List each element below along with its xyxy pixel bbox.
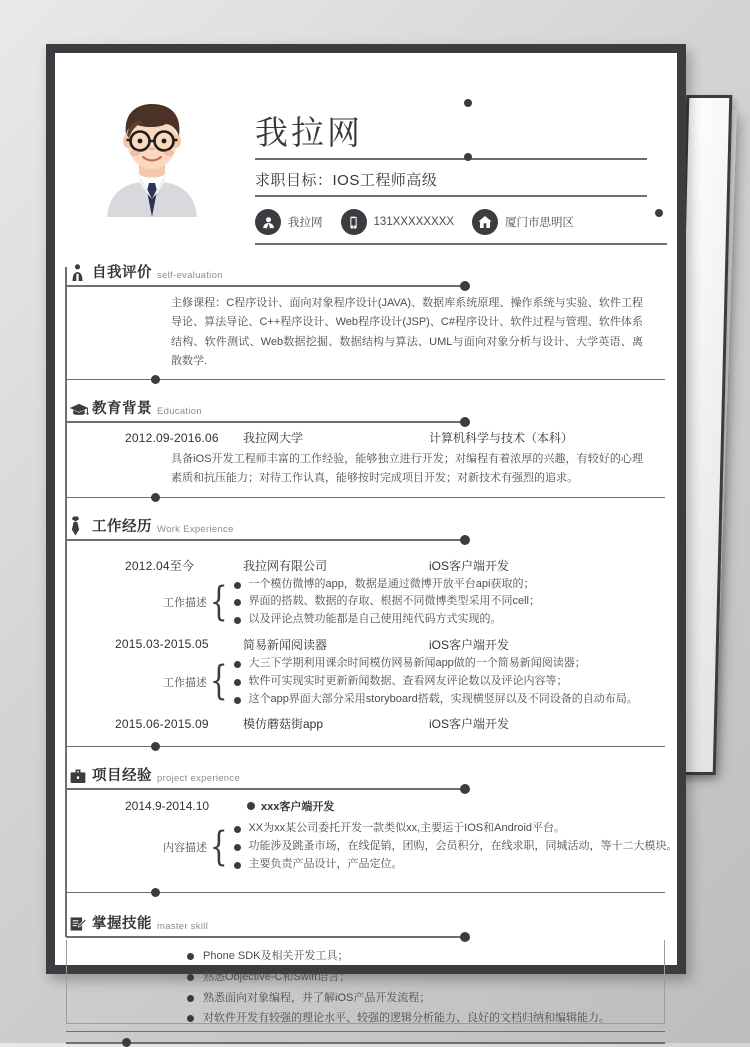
work-bullet-list xyxy=(233,576,540,629)
project-bullet-dot xyxy=(247,802,255,810)
education-school: 我拉网大学 xyxy=(243,431,304,445)
contact-item-phone[interactable] xyxy=(341,209,455,235)
section-bottom-divider xyxy=(66,379,665,380)
work-description-block xyxy=(55,655,677,708)
section-header-work-experience xyxy=(55,512,677,536)
work-date: 2015.06-2015.09 xyxy=(115,716,209,731)
section-master-skill xyxy=(55,909,677,1044)
work-company: 模仿蘑菇街app xyxy=(243,717,324,732)
page-title: 我拉网 xyxy=(255,107,647,160)
skill-bullet-list xyxy=(67,940,664,1030)
notepad-pen-icon xyxy=(69,913,89,933)
education-date: 2012.09-2016.06 xyxy=(125,430,219,445)
work-date: 2015.03-2015.05 xyxy=(115,637,209,652)
education-body: 具备iOS开发工程师丰富的工作经验，能够独立进行开发；对编程有着浓厚的兴趣，有较好的心理素质和抗压能力；对待工作认真，能够按时完成项目开发；对新技术有强烈的追求。 xyxy=(171,453,643,485)
header-decor-dot-2 xyxy=(464,153,472,161)
list-item: 一个模仿微博的app，数据是通过微博开放平台api获取的； xyxy=(233,576,540,594)
section-work-experience xyxy=(55,512,677,748)
footer-rail-dot xyxy=(122,1038,131,1047)
work-company: 简易新闻阅读器 xyxy=(243,637,328,652)
contact-address-text: 厦门市思明区 xyxy=(505,217,575,229)
contact-name-text: 我拉网 xyxy=(288,217,323,229)
work-role: iOS客户端开发 xyxy=(429,637,510,652)
brace-decor: { xyxy=(209,578,228,625)
work-role: iOS客户端开发 xyxy=(429,558,510,573)
list-item: XX为xx某公司委托开发一款类似xx,主要运于IOS和Android平台。 xyxy=(233,820,677,838)
project-desc-label: 内容描述 xyxy=(163,842,207,855)
section-title-en: Education xyxy=(157,406,202,417)
section-bottom-divider xyxy=(66,746,665,747)
list-item: 大三下学期利用课余时间模仿网易新闻app做的一个简易新闻阅读器； xyxy=(233,655,637,673)
list-item: Phone SDK及相关开发工具； xyxy=(187,946,664,967)
graduation-cap-icon xyxy=(69,398,89,418)
section-self-evaluation xyxy=(55,258,677,380)
contact-row xyxy=(255,209,655,245)
rail-end-dot xyxy=(460,535,470,545)
resume-page xyxy=(55,53,678,1025)
briefcase-icon xyxy=(69,765,89,785)
contact-item-address[interactable] xyxy=(472,209,574,235)
section-rail xyxy=(66,285,465,287)
divider-dot xyxy=(151,742,160,751)
section-title-en: Work Experience xyxy=(157,523,234,535)
work-bullet-list xyxy=(233,655,637,708)
project-bullet-list xyxy=(233,820,677,873)
section-title-cn: 项目经验 xyxy=(92,768,152,785)
home-icon xyxy=(472,209,498,235)
section-education xyxy=(55,394,677,498)
person-icon xyxy=(255,209,281,235)
necktie-icon xyxy=(69,516,89,536)
brace-decor: { xyxy=(209,658,228,705)
rail-end-dot xyxy=(460,784,470,794)
divider-dot xyxy=(151,493,160,502)
avatar xyxy=(93,95,211,217)
section-header-education xyxy=(55,394,677,418)
person-badge-icon xyxy=(69,262,89,282)
work-role: iOS客户端开发 xyxy=(429,717,510,732)
work-date: 2012.04至今 xyxy=(125,558,195,573)
resume-header xyxy=(55,53,677,258)
skill-box xyxy=(66,940,665,1024)
self-evaluation-body: 主修课程：C程序设计、面向对象程序设计(JAVA)、数据库系统原理、操作系统与实验、软件工程导论、算法导论、C++程序设计、Web程序设计(JSP)、C#程序设计、软件过程与管理、软件体系结构、软件测试、Web数据挖掘、数据结构与算法、UML与面向对象分析与设计、大学英语、离散数学. xyxy=(171,297,643,367)
list-item: 功能涉及跳蚤市场，在线促销，团购，会员积分，在线求职，同城活动，等十二大模块。 xyxy=(233,838,677,856)
footer-rail xyxy=(66,1042,665,1044)
section-title-cn: 教育背景 xyxy=(92,401,152,417)
education-major: 计算机科学与技术（本科） xyxy=(429,431,574,445)
rail-end-dot xyxy=(460,281,470,291)
project-date: 2014.9-2014.10 xyxy=(125,799,210,814)
work-desc-label: 工作描述 xyxy=(163,597,207,610)
list-item: 对软件开发有较强的理论水平、较强的逻辑分析能力、良好的文档归纳和编辑能力。 xyxy=(187,1008,664,1029)
list-item: 熟悉面向对象编程，并了解iOS产品开发流程； xyxy=(187,988,664,1009)
resume-page-frame xyxy=(46,44,686,1025)
work-entry-row xyxy=(55,715,677,732)
rail-end-dot xyxy=(460,932,470,942)
header-decor-dot-3 xyxy=(655,209,663,217)
contact-item-name[interactable] xyxy=(255,209,323,235)
section-rail xyxy=(66,539,465,541)
list-item: 软件可实现实时更新新闻数据、查看网友评论数以及评论内容等； xyxy=(233,673,637,691)
section-rail xyxy=(66,788,465,790)
contact-phone-text: 131XXXXXXXX xyxy=(373,216,455,228)
work-company: 我拉网有限公司 xyxy=(243,558,328,573)
project-name: xxx客户端开发 xyxy=(261,801,335,814)
section-title-cn: 工作经历 xyxy=(92,518,152,535)
list-item: 这个app界面大部分采用storyboard搭载，实现横竖屏以及不同设备的自动布局。 xyxy=(233,691,637,709)
section-header-self-evaluation xyxy=(55,258,677,282)
project-title-row xyxy=(55,798,677,814)
work-entry-row xyxy=(55,557,677,574)
section-header-project-experience xyxy=(55,761,677,785)
work-desc-label: 工作描述 xyxy=(163,676,207,689)
list-item: 界面的搭载、数据的存取、根据不同微博类型采用不同cell； xyxy=(233,593,540,611)
footer-thin-line xyxy=(66,1031,665,1032)
project-description-block xyxy=(55,820,677,873)
education-entry-row xyxy=(55,429,677,446)
section-title-en: self-evaluation xyxy=(157,270,223,281)
list-item: 主要负责产品设计，产品定位。 xyxy=(233,856,677,874)
job-objective: 求职目标：IOS工程师高级 xyxy=(255,169,647,197)
section-rail xyxy=(66,421,465,423)
brace-decor: { xyxy=(209,823,228,870)
section-bottom-divider xyxy=(66,892,665,893)
divider-dot xyxy=(151,888,160,897)
work-description-block xyxy=(55,576,677,629)
header-decor-dot-1 xyxy=(464,99,472,107)
header-info xyxy=(255,107,655,245)
section-title-en: master skill xyxy=(157,920,209,932)
section-title-cn: 自我评价 xyxy=(92,265,152,281)
phone-icon xyxy=(341,209,367,235)
list-item: 以及评论点赞功能都是自己使用纯代码方式实现的。 xyxy=(233,611,540,629)
list-item: 熟悉Objective-C和Swift语言； xyxy=(187,967,664,988)
section-header-master-skill xyxy=(55,909,677,933)
section-bottom-divider xyxy=(66,497,665,498)
rail-end-dot xyxy=(460,417,470,427)
divider-dot xyxy=(151,375,160,384)
section-project-experience xyxy=(55,761,677,892)
section-title-en: project experience xyxy=(157,773,241,785)
section-title-cn: 掌握技能 xyxy=(92,915,152,932)
work-entry-row xyxy=(55,636,677,653)
section-rail xyxy=(66,936,465,938)
